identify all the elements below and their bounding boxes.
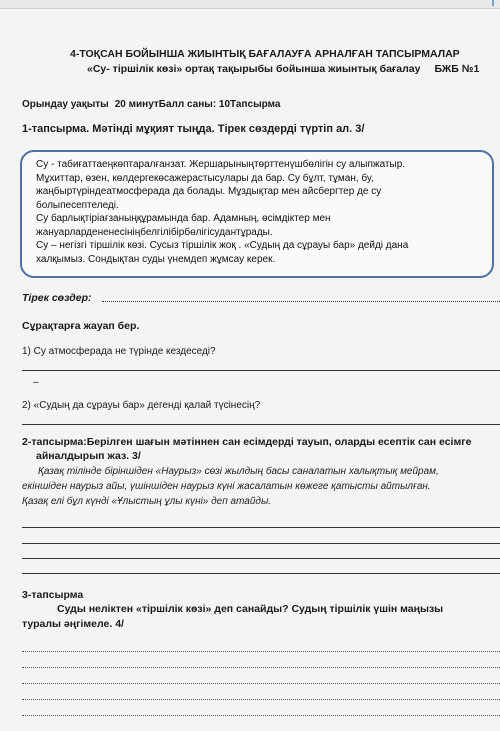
answer-line-task3[interactable] — [22, 667, 500, 668]
answer-line-task2[interactable] — [22, 527, 500, 528]
scroll-indicator — [492, 0, 494, 6]
text-line: жануарлардененесініңбелгілібірбөлігісудантұрады. — [36, 226, 273, 238]
header-title: 4-ТОҚСАН БОЙЫНША ЖИЫНТЫҚ БАҒАЛАУҒА АРНАЛҒАН ТАПСЫРМАЛАР — [70, 48, 460, 60]
question-2: 2) «Судың да сұрауы бар» дегенді қалай түсінесің? — [22, 400, 261, 411]
time-and-score — [22, 99, 286, 110]
task3-question: Суды неліктен «тіршілік көзі» деп санайды? Судың тіршілік үшін маңызы — [57, 603, 444, 615]
text-line: Су – негізгі тіршілік көзі. Сусыз тіршілік жоқ . «Судың да сұрауы бар» дейді дана — [36, 240, 409, 251]
text-line: болыпесептеледі. — [36, 199, 119, 211]
task2-text-line: Қазақ тілінде біріншіден «Наурыз» сөзі жылдың басы саналатын халықтық мейрам, — [38, 466, 439, 477]
task1-text-box — [20, 150, 494, 278]
task3-title: 3-тапсырма — [22, 589, 84, 601]
answer-dash: – — [33, 377, 39, 388]
task3-question-cont: туралы әңгімеле. 4/ — [22, 618, 124, 630]
text-line: халқымыз. Сондықтан суды үнемдеп жұмсау керек. — [36, 253, 276, 265]
question-1: 1) Су атмосферада не түрінде кездеседі? — [22, 346, 216, 357]
task1-title: 1-тапсырма. Мәтінді мұқият тыңда. Тірек сөздерді түртіп ал. 3/ — [22, 123, 365, 135]
answer-line-q1[interactable] — [22, 370, 500, 371]
time-value: 20 минутБалл саны: 10Тапсырма — [114, 99, 281, 110]
text-line: жаңбыртүріндеатмосферада да болады. Мұздықтар мен айсбергтер де су — [36, 186, 382, 197]
header-subtitle — [87, 63, 479, 75]
task2-text-line: Қазақ елі бұл күнді «Ұлыстың ұлы күні» деп атайды. — [22, 496, 272, 507]
text-line: Мұхиттар, өзен, көлдергекөсажерастысулары да бар. Су бұлт, тұман, бу, — [36, 172, 374, 184]
answer-line-task2[interactable] — [22, 543, 500, 544]
answer-line-task2[interactable] — [22, 573, 500, 574]
header-topic: «Су- тіршілік көзі» ортақ тақырыбы бойынша жиынтық бағалау — [87, 63, 421, 75]
answer-line-task3[interactable] — [22, 715, 500, 716]
text-line: Су - табиғаттаеңкөптаралғанзат. Жершарыныңтөрттенүшбөлігін су алыпжатыр. — [36, 159, 406, 170]
header-code: БЖБ №1 — [434, 63, 480, 75]
answer-line-task2[interactable] — [22, 558, 500, 559]
task2-text-line: екіншіден наурыз айы, үшіншіден наурыз күні жасалатын көжеге қатысты айтылған. — [22, 481, 431, 492]
text-line: Су барлықтіріағзаныңқұрамында бар. Адамның, өсімдіктер мен — [36, 213, 331, 224]
answer-line-q2[interactable] — [22, 424, 500, 425]
answer-line-task3[interactable] — [22, 699, 500, 700]
keywords-field[interactable] — [22, 292, 500, 304]
keywords-label: Тірек сөздер: — [22, 292, 92, 304]
task2-title: 2-тапсырма:Берілген шағын мәтіннен сан есімдерді тауып, оларды есептік сан есімге — [22, 436, 472, 448]
answer-line-task3[interactable] — [22, 651, 500, 652]
task2-text — [22, 464, 500, 509]
answer-line-task3[interactable] — [22, 683, 500, 684]
browser-top-bar — [0, 0, 500, 9]
time-label: Орындау уақыты — [22, 99, 109, 110]
task2-title-cont: айналдырып жаз. 3/ — [36, 450, 141, 462]
questions-heading: Сұрақтарға жауап бер. — [22, 320, 140, 332]
keywords-answer-line[interactable] — [102, 301, 500, 302]
